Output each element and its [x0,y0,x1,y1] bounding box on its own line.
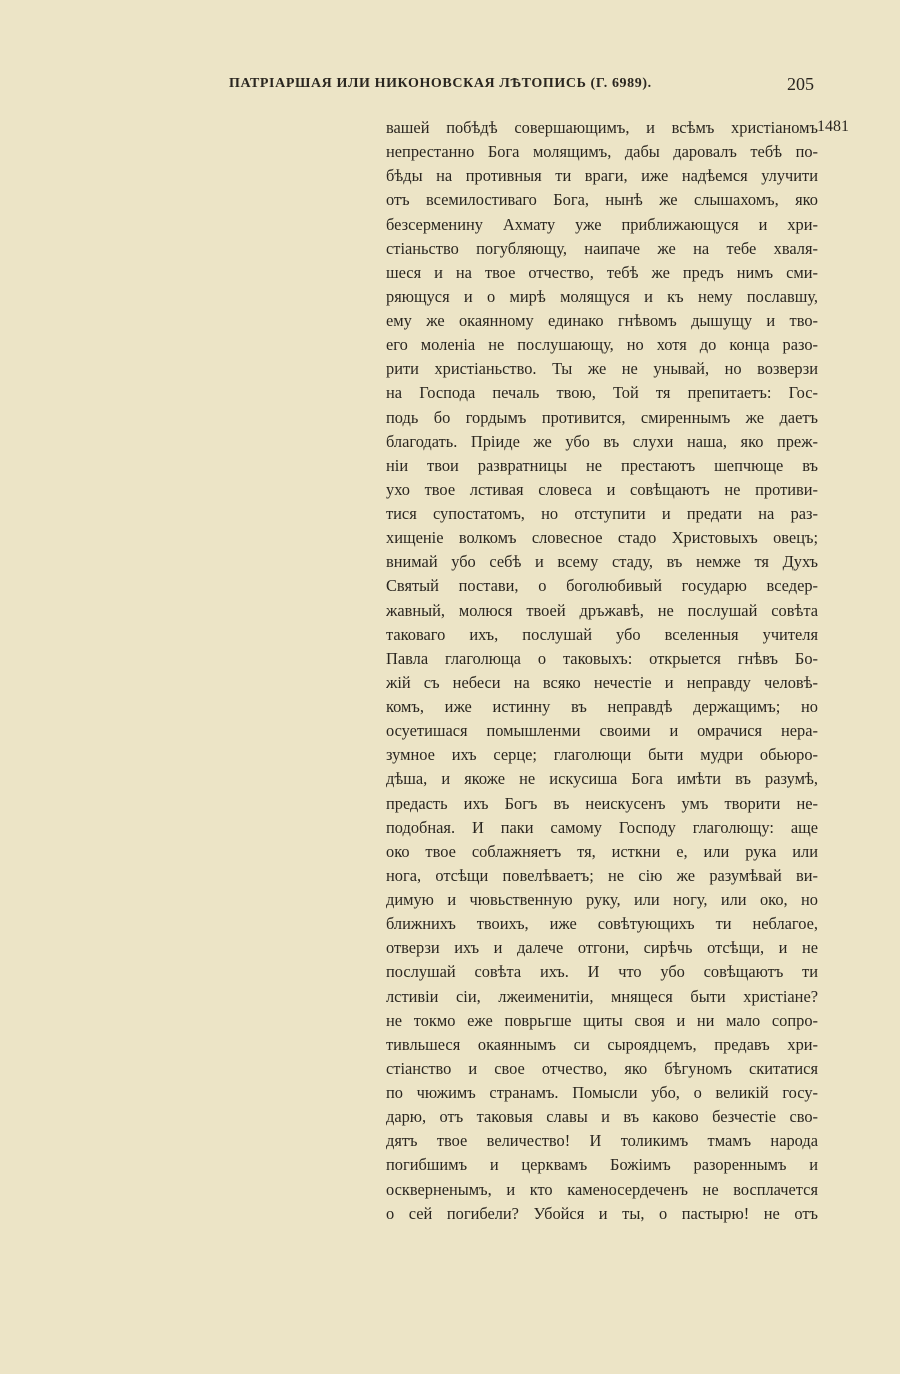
text-line: о сей погибели? Убойся и ты, о пастырю! не отъ [386,1203,818,1223]
text-line: ряющуся и о мирѣ молящуся и къ нему пославшу, [386,286,818,306]
text-line: осуетишася помышленми своими и омрачися нера- [386,721,818,741]
text-line: предасть ихъ Богъ въ неискусенъ умъ творити не- [386,793,818,813]
text-line: ближнихъ твоихъ, иже совѣтующихъ ти неблагое, [386,914,818,934]
text-line: стіаньство погубляющу, наипаче же на тебе хваля- [386,238,818,258]
text-line: димую и чювьственную руку, или ногу, или око, но [386,890,818,909]
text-line: отверзи ихъ и далече отгони, сирѣчь отсѣщи, и не [386,938,818,958]
margin-year: 1481 [817,118,849,135]
running-head: ПАТРІАРШАЯ ИЛИ НИКОНОВСКАЯ ЛѢТОПИСЬ (Г. 6989). [229,76,652,91]
text-line: око твое соблажняетъ тя, исткни е, или рука или [386,841,818,861]
text-line: нога, отсѣщи повелѣваетъ; не сію же разумѣвай ви- [386,865,818,885]
text-line: подь бо гордымъ противится, смиреннымъ же даетъ [386,407,818,427]
text-line: бѣды на противныя ти враги, иже надѣемся улучити [386,166,818,186]
text-line: безсерменину Ахмату уже приближающуся и хри- [386,214,818,234]
page-number: 205 [787,74,814,94]
text-line: по чюжимъ странамъ. Помысли убо, о великій госу- [386,1083,818,1102]
text-line: непрестанно Бога молящимъ, дабы даровалъ тебѣ по- [386,142,818,162]
text-line: отъ всемилостиваго Бога, нынѣ же слышахомъ, яко [386,190,818,210]
text-line: дарю, отъ таковыя славы и въ каково безчестіе сво- [386,1107,818,1127]
text-line: внимай убо себѣ и всему стаду, въ немже тя Духъ [386,552,818,572]
text-line: вашей побѣдѣ совершающимъ, и всѣмъ христіаномъ [386,118,818,137]
text-line: лстивіи сіи, лжеименитіи, мнящеся быти христіане? [386,986,818,1006]
text-line: зумное ихъ серце; глаголющи быти мудри обьюро- [386,745,818,765]
text-line: не токмо еже поврьгше щиты своя и ни мало сопро- [386,1010,818,1030]
text-line: тися супостатомъ, но отступити и предати на раз- [386,504,818,523]
text-line: ухо твое лстивая словеса и совѣщаютъ не противи- [386,479,818,499]
text-line: оскверненымъ, и кто каменосердеченъ не восплачется [386,1179,818,1199]
text-line: послушай совѣта ихъ. И что убо совѣщаютъ ти [386,962,818,982]
text-line: Павла глаголюща о таковыхъ: открыется гнѣвъ Бо- [386,648,818,668]
text-line: стіанство и свое отчество, яко бѣгуномъ скитатися [386,1058,818,1078]
text-line: жавный, молюся твоей дръжавѣ, не послушай совѣта [386,600,818,620]
text-line: дятъ твое величество! И толикимъ тмамъ народа [386,1131,818,1151]
text-line: рити христіаньство. Ты же не унывай, но возверзи [386,359,818,379]
text-line: погибшимъ и церквамъ Божіимъ разореннымъ и [386,1155,818,1175]
text-line: благодать. Пріиде же убо въ слухи наша, яко преж- [386,431,818,451]
text-line: таковаго ихъ, послушай убо вселенныя учителя [386,624,818,644]
text-line: хищеніе волкомъ словесное стадо Христовыхъ овецъ; [386,528,818,548]
text-line: на Господа печаль твою, Той тя препитаетъ: Гос- [386,383,818,403]
text-line: дѣша, и якоже не искусиша Бога имѣти въ разумѣ, [386,769,818,789]
text-line: шеся и на твое отчество, тебѣ же предъ нимъ сми- [386,262,818,282]
text-line: Святый постави, о боголюбивый государю вседер- [386,576,818,596]
text-line: комъ, иже истинну въ неправдѣ держащимъ; но [386,697,818,716]
text-line: тивльшеся окаяннымъ си сыроядцемъ, предавъ хри- [386,1034,818,1054]
text-line: его моленіа не послушающу, но хотя до конца разо- [386,335,818,355]
text-line: ніи твои развратницы не престаютъ шепчюще въ [386,455,818,475]
text-column [386,116,818,1226]
text-line: подобная. И паки самому Господу глаголющу: аще [386,817,818,837]
text-line: ему же окаянному единако гнѣвомъ дышущу и тво- [386,311,818,330]
text-line: жій съ небеси на всяко нечестіе и неправду человѣ- [386,672,818,692]
